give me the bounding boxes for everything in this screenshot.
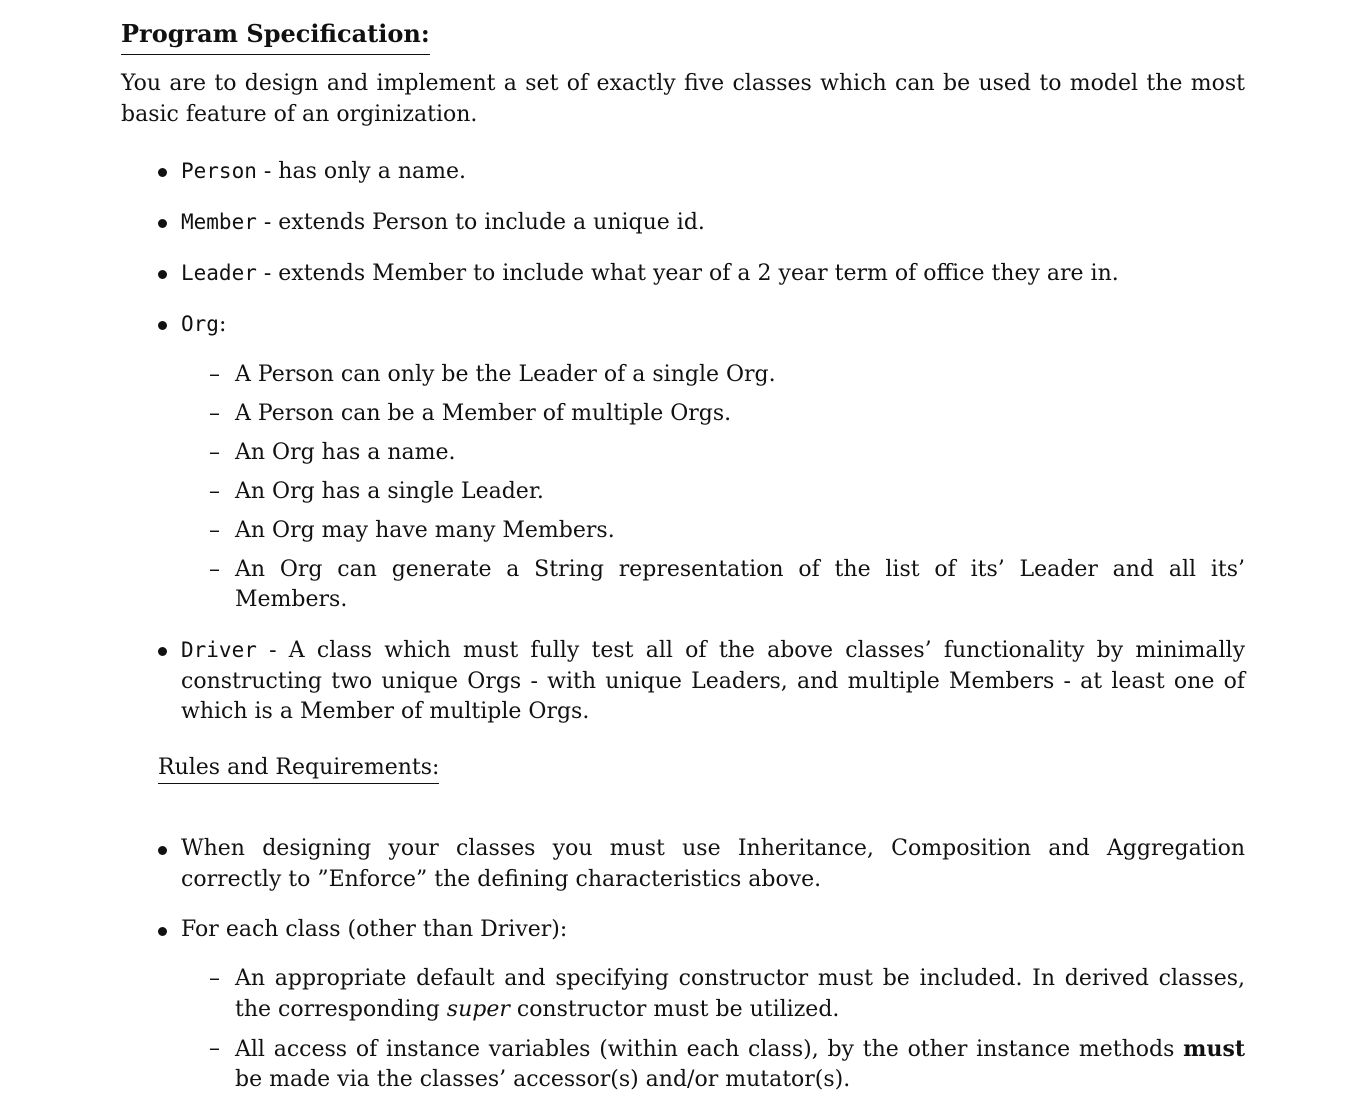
bullet-icon (158, 927, 167, 936)
bullet-icon (158, 168, 167, 177)
class-rule-text: An appropriate default and specifying constructor must be included. In derived classes, the corresponding (235, 966, 1245, 1022)
class-item-driver (121, 635, 1245, 728)
rule-text: When designing your classes you must use Inheritance, Composition and Aggregation correctly to ”Enforce” the defining characteristics above. (181, 836, 1245, 892)
class-description: - has only a name. (256, 159, 466, 184)
dash-icon: – (209, 400, 220, 426)
org-rule-text: An Org has a name. (235, 439, 456, 465)
rule-text: For each class (other than Driver): (181, 916, 568, 942)
org-rule-text: A Person can only be the Leader of a single Org. (235, 361, 776, 387)
rule-item (121, 915, 1245, 1096)
class-description: : (218, 312, 227, 337)
class-name: Driver (181, 638, 257, 662)
org-rule-text: An Org can generate a String representation of the list of its’ Leader and all its’ Members. (235, 556, 1245, 612)
dash-icon: – (209, 517, 220, 543)
org-rule-text: An Org has a single Leader. (235, 478, 544, 504)
bullet-icon (158, 321, 167, 330)
document-page (121, 14, 1245, 1096)
class-item-member (121, 207, 1245, 239)
dash-icon: – (209, 1035, 220, 1061)
class-description: - A class which must fully test all of the above classes’ functionality by minimally constructing two unique Orgs - with unique Leaders, and multiple Members - at least one of which is a Member of multiple Orgs. (181, 638, 1245, 724)
org-rule-item (181, 555, 1245, 616)
class-rule-item (181, 1034, 1245, 1096)
page-title: Program Specification: (121, 14, 430, 55)
org-rule-item (181, 516, 1245, 547)
dash-icon: – (209, 439, 220, 465)
org-rule-text: A Person can be a Member of multiple Orgs. (235, 400, 732, 426)
dash-icon: – (209, 966, 220, 991)
dash-icon: – (209, 556, 220, 582)
dash-icon: – (209, 361, 220, 387)
emphasis-super: super (446, 996, 510, 1022)
class-rule-item (181, 964, 1245, 1025)
org-rule-item (181, 360, 1245, 391)
class-list (121, 156, 1245, 728)
class-name: Member (181, 210, 257, 234)
rules-heading-wrap (121, 753, 1245, 785)
class-rule-text: All access of instance variables (within each class), by the other instance methods (235, 1036, 1184, 1062)
class-name: Person (181, 159, 257, 183)
class-description: - extends Member to include what year of a 2 year term of office they are in. (256, 261, 1119, 286)
class-rule-text-end: be made via the classes’ accessor(s) and/or mutator(s). (235, 1067, 851, 1092)
bullet-icon (158, 270, 167, 279)
class-rule-text-end: constructor must be utilized. (509, 996, 840, 1022)
bullet-icon (158, 219, 167, 228)
class-item-leader (121, 258, 1245, 290)
org-rules-list (181, 360, 1245, 616)
class-description: - extends Person to include a unique id. (256, 210, 705, 235)
rules-heading: Rules and Requirements: (158, 753, 439, 785)
org-rule-item (181, 399, 1245, 430)
bullet-icon (158, 846, 167, 855)
intro-paragraph: You are to design and implement a set of exactly five classes which can be used to model the most basic feature of an orginization. (121, 71, 1245, 127)
org-rule-item (181, 438, 1245, 469)
bullet-icon (158, 647, 167, 656)
org-rule-text: An Org may have many Members. (235, 517, 615, 543)
class-rules-list (181, 964, 1245, 1096)
class-name: Leader (181, 261, 257, 285)
class-name: Org (181, 312, 219, 336)
org-rule-item (181, 477, 1245, 508)
class-item-person (121, 156, 1245, 188)
rule-item (121, 834, 1245, 895)
rules-list (121, 834, 1245, 1096)
class-item-org (121, 309, 1245, 616)
dash-icon: – (209, 478, 220, 504)
emphasis-must: must (1183, 1035, 1245, 1062)
